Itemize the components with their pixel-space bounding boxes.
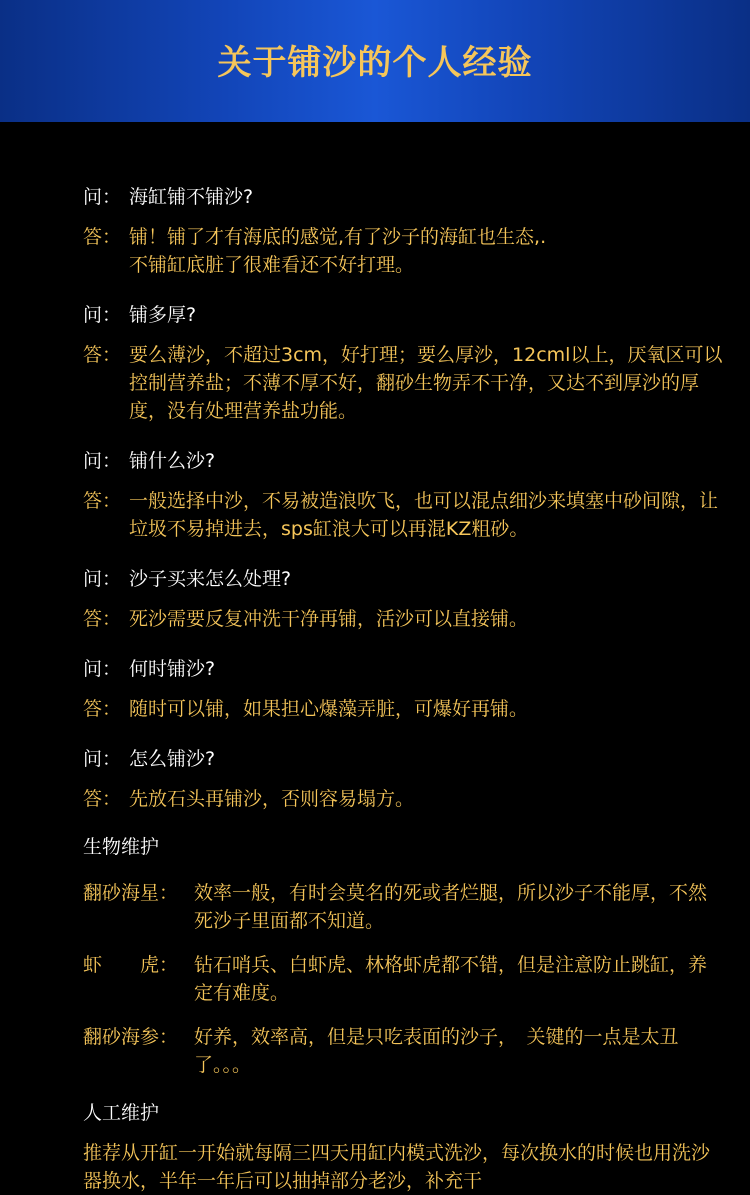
bio-item-text: 好养，效率高，但是只吃表面的沙子， 关键的一点是太丑了。。。 [194, 1026, 679, 1076]
answer-prefix: 答： [83, 226, 122, 248]
answer-text: 铺！铺了才有海底的感觉,有了沙子的海缸也生态,. 不铺缸底脏了很难看还不好打理。 [129, 226, 547, 276]
section-title-manual: 人工维护 [83, 1102, 160, 1124]
question-row [83, 565, 723, 593]
question-text: 何时铺沙? [129, 658, 216, 680]
question-text: 沙子买来怎么处理? [129, 568, 292, 590]
bio-item-label: 翻砂海参： [83, 1026, 179, 1048]
answer-prefix: 答： [83, 490, 122, 512]
section-title-bio: 生物维护 [83, 836, 160, 858]
answer-row [83, 341, 723, 425]
question-row [83, 745, 723, 773]
question-row [83, 447, 723, 475]
bio-item-text: 效率一般，有时会莫名的死或者烂腿，所以沙子不能厚，不然死沙子里面都不知道。 [194, 882, 708, 932]
answer-prefix: 答： [83, 788, 122, 810]
question-row [83, 301, 723, 329]
question-text: 怎么铺沙? [129, 748, 216, 770]
question-text: 铺多厚? [129, 304, 197, 326]
bio-item-label: 虾 虎： [83, 954, 179, 976]
article-content [83, 183, 723, 1195]
question-prefix: 问： [83, 304, 122, 326]
answer-row [83, 487, 723, 543]
question-prefix: 问： [83, 186, 122, 208]
question-text: 铺什么沙? [129, 450, 216, 472]
bio-item [83, 951, 723, 1007]
page-title: 关于铺沙的个人经验 [217, 42, 533, 83]
question-text: 海缸铺不铺沙? [129, 186, 254, 208]
manual-text-row [83, 1139, 723, 1195]
answer-prefix: 答： [83, 608, 122, 630]
answer-row [83, 605, 723, 633]
question-row [83, 655, 723, 683]
answer-row [83, 223, 723, 279]
manual-text: 推荐从开缸一开始就每隔三四天用缸内模式洗沙，每次换水的时候也用洗沙器换水，半年一年后可以抽掉部分老沙，补充干 [83, 1142, 711, 1192]
bio-item [83, 879, 723, 935]
answer-prefix: 答： [83, 698, 122, 720]
question-prefix: 问： [83, 450, 122, 472]
question-prefix: 问： [83, 748, 122, 770]
bio-item-label: 翻砂海星： [83, 882, 179, 904]
answer-text: 要么薄沙，不超过3cm，好打理；要么厚沙，12cml以上，厌氧区可以控制营养盐；不薄不厚不好，翻砂生物弄不干净，又达不到厚沙的厚度，没有处理营养盐功能。 [129, 344, 723, 422]
answer-text: 死沙需要反复冲洗干净再铺，活沙可以直接铺。 [129, 608, 529, 630]
answer-text: 随时可以铺，如果担心爆藻弄脏，可爆好再铺。 [129, 698, 529, 720]
question-row [83, 183, 723, 211]
question-prefix: 问： [83, 568, 122, 590]
bio-item [83, 1023, 723, 1079]
bio-item-text: 钻石哨兵、白虾虎、林格虾虎都不错，但是注意防止跳缸，养定有难度。 [194, 954, 708, 1004]
question-prefix: 问： [83, 658, 122, 680]
answer-text: 先放石头再铺沙，否则容易塌方。 [129, 788, 415, 810]
answer-row [83, 695, 723, 723]
header-banner [0, 0, 750, 122]
answer-row [83, 785, 723, 813]
answer-prefix: 答： [83, 344, 122, 366]
answer-text: 一般选择中沙，不易被造浪吹飞，也可以混点细沙来填塞中砂间隙，让垃圾不易掉进去，sps缸浪大可以再混KZ粗砂。 [129, 490, 719, 540]
